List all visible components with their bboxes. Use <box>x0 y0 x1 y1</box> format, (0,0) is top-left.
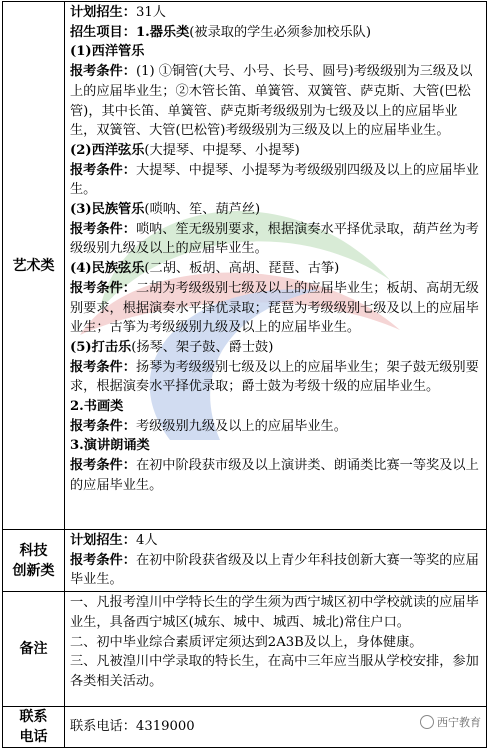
notes-content-cell <box>65 592 487 707</box>
note-item-3: 三、凡被湟川中学录取的特长生，在高中三年应当服从学校安排，参加各类相关活动。 <box>70 654 479 689</box>
tech-category-line1: 科技 <box>19 542 48 559</box>
notes-category-cell <box>3 592 65 707</box>
wechat-icon <box>420 715 434 729</box>
notes-row <box>3 592 487 707</box>
tech-req: 报考条件：在初中阶段获省级及以上青少年科技创新大赛一等奖的应届毕业生。 <box>70 552 479 588</box>
art-category-label: 艺术类 <box>12 257 55 274</box>
recitation-req: 报考条件：在初中阶段获市级及以上演讲类、朗诵类比赛一等奖及以上的应届毕业生。 <box>70 458 479 493</box>
note-item-2: 二、初中毕业综合素质评定须达到2A3B及以上，身体健康。 <box>70 634 423 650</box>
wechat-account-watermark <box>420 714 481 730</box>
contact-category-cell <box>3 707 65 748</box>
folk-string-req: 报考条件：二胡为考级级别七级及以上的应届毕业生；板胡、高胡无级别要求，根据演奏水平择优录取；琵琶为考级级别七级及以上的应届毕业生；古筝为考级级别九级及以上的应届毕业生。 <box>70 280 479 336</box>
contact-category-line2: 电话 <box>19 729 48 746</box>
folk-wind-title: (3)民族管乐(唢呐、笙、葫芦丝) <box>70 202 261 218</box>
calligraphy-title: 2.书画类 <box>70 399 124 415</box>
art-project: 招生项目：1.器乐类(被录取的学生必须参加校乐队) <box>70 24 372 40</box>
percussion-title: (5)打击乐(扬琴、架子鼓、爵士鼓) <box>70 339 274 355</box>
tech-plan: 计划招生：4人 <box>70 533 158 548</box>
tech-category-cell <box>3 530 65 592</box>
percussion-req: 报考条件：扬琴为考级级别七级及以上的应届毕业生；架子鼓无级别要求，根据演奏水平择优录取；爵士鼓为考级十级的应届毕业生。 <box>70 359 479 395</box>
note-item-1: 一、凡报考湟川中学特长生的学生须为西宁城区初中学校就读的应届毕业生，具备西宁城区(城东、城中、城西、城北)常住户口。 <box>70 595 479 630</box>
western-string-title: (2)西洋弦乐(大提琴、中提琴、小提琴) <box>70 142 300 158</box>
art-row <box>3 2 487 530</box>
calligraphy-req: 报考条件：考级级别九级及以上的应届毕业生。 <box>70 418 347 434</box>
western-string-req: 报考条件：大提琴、中提琴、小提琴为考级级别四级及以上的应届毕业生。 <box>70 162 479 198</box>
tech-content-cell <box>65 530 487 592</box>
tech-category-line2: 创新类 <box>12 562 55 579</box>
contact-phone: 联系电话：4319000 <box>70 719 195 735</box>
western-wind-title: (1)西洋管乐 <box>70 44 145 60</box>
recitation-title: 3.演讲朗诵类 <box>70 438 150 454</box>
art-category-cell <box>3 2 65 530</box>
contact-row <box>3 707 487 748</box>
notes-category-label: 备注 <box>19 641 48 658</box>
contact-category-line1: 联系 <box>19 709 48 726</box>
art-plan: 计划招生：31人 <box>70 5 166 20</box>
folk-wind-req: 报考条件：唢呐、笙无级别要求，根据演奏水平择优录取，葫芦丝为考级级别九级及以上的应届毕业生。 <box>70 221 479 257</box>
admission-table <box>2 1 487 748</box>
western-wind-req: 报考条件：(1) ①铜管(大号、小号、长号、圆号)考级级别为三级及以上的应届毕业生；②木管长笛、单簧管、双簧管、萨克斯、大管(巴松管)，其中长笛、单簧管、萨克斯考级级别为七级及以上的应届毕业生，双簧管、大管(巴松管)考级级别为三级及以上的应届毕业生。 <box>70 64 473 139</box>
folk-string-title: (4)民族弦乐(二胡、板胡、高胡、琵琶、古筝) <box>70 261 340 277</box>
art-content-cell <box>65 2 487 530</box>
tech-row <box>3 530 487 592</box>
account-name: 西宁教育 <box>437 716 481 729</box>
